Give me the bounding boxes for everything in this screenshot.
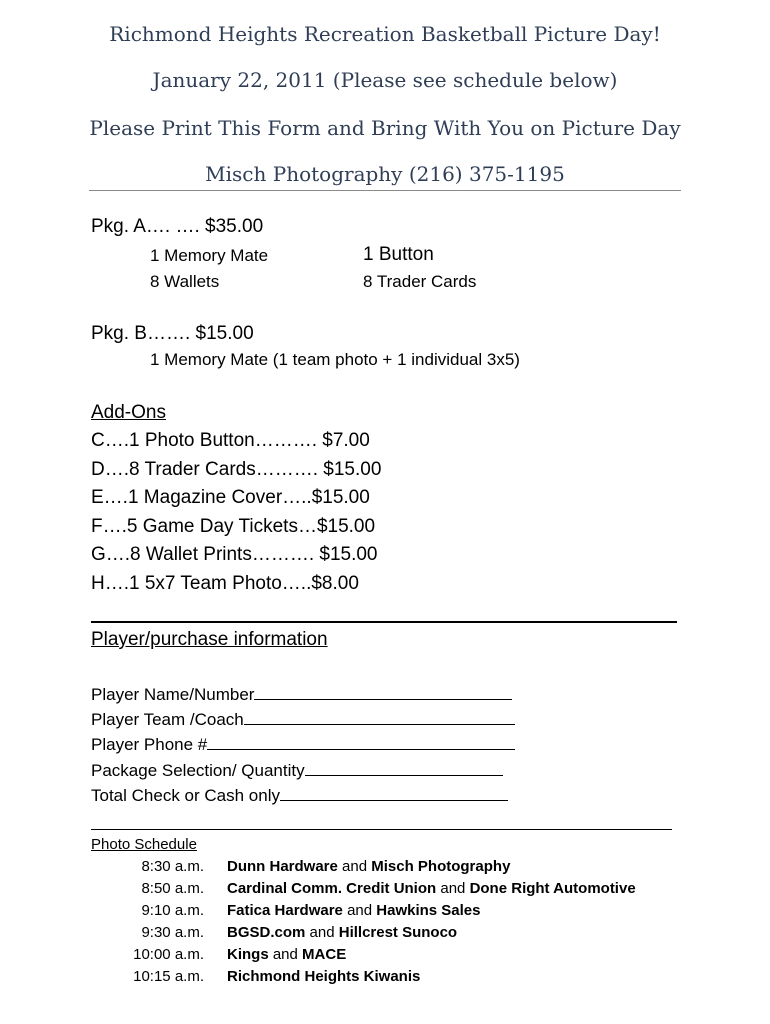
schedule-time: 10:00 a.m.: [133, 946, 204, 963]
date-line: January 22, 2011 (Please see schedule below): [152, 68, 618, 92]
player-phone-field: [91, 735, 515, 755]
addons-title: Add-Ons: [91, 402, 166, 423]
schedule-event: Kings and MACE: [227, 946, 347, 963]
schedule-time: 10:15 a.m.: [133, 968, 204, 985]
addon-item: F….5 Game Day Tickets…$15.00: [91, 516, 376, 537]
schedule-event: Cardinal Comm. Credit Union and Done Right Automotive: [227, 880, 636, 897]
field-label: Player Team /Coach: [91, 710, 244, 729]
schedule-time: 9:10 a.m.: [141, 902, 204, 919]
package-quantity-field: [91, 761, 503, 781]
schedule-title: Photo Schedule: [91, 836, 197, 853]
field-label: Player Name/Number: [91, 685, 255, 704]
payment-field: [91, 786, 508, 806]
field-label: Total Check or Cash only: [91, 786, 280, 805]
print-instruction: Please Print This Form and Bring With You on Picture Day: [89, 116, 681, 140]
schedule-event: Richmond Heights Kiwanis: [227, 968, 421, 985]
package-quantity-blank[interactable]: [305, 761, 503, 776]
studio-contact: Misch Photography (216) 375-1195: [205, 162, 565, 186]
player-team-blank[interactable]: [244, 710, 515, 725]
addons-divider: [91, 621, 677, 623]
package-a-item: 1 Button: [363, 244, 434, 265]
schedule-time: 8:50 a.m.: [141, 880, 204, 897]
field-label: Player Phone #: [91, 735, 208, 754]
player-team-field: [91, 710, 515, 730]
package-a-title: Pkg. A…. …. $35.00: [91, 216, 264, 237]
addon-item: G….8 Wallet Prints………. $15.00: [91, 544, 378, 565]
addon-item: D….8 Trader Cards………. $15.00: [91, 459, 382, 480]
schedule-event: Dunn Hardware and Misch Photography: [227, 858, 511, 875]
package-a-item: 1 Memory Mate: [150, 246, 269, 265]
player-info-title: Player/purchase information: [91, 629, 328, 650]
form-title: Richmond Heights Recreation Basketball Picture Day!: [109, 22, 661, 46]
package-b-title: Pkg. B……. $15.00: [91, 323, 254, 344]
addon-item: E….1 Magazine Cover…..$15.00: [91, 487, 370, 508]
schedule-event: Fatica Hardware and Hawkins Sales: [227, 902, 481, 919]
addon-item: H….1 5x7 Team Photo…..$8.00: [91, 573, 359, 594]
player-phone-blank[interactable]: [207, 735, 515, 750]
package-b-item: 1 Memory Mate (1 team photo + 1 individual 3x5): [150, 350, 520, 369]
field-label: Package Selection/ Quantity: [91, 761, 305, 780]
schedule-time: 8:30 a.m.: [141, 858, 204, 875]
player-name-blank[interactable]: [254, 685, 512, 700]
schedule-time: 9:30 a.m.: [141, 924, 204, 941]
package-a-item: 8 Wallets: [150, 272, 220, 291]
package-a-item: 8 Trader Cards: [363, 272, 477, 291]
header-divider: [89, 190, 681, 191]
player-name-field: [91, 685, 512, 705]
schedule-event: BGSD.com and Hillcrest Sunoco: [227, 924, 458, 941]
payment-blank[interactable]: [280, 786, 508, 801]
player-divider: [91, 829, 672, 830]
addon-item: C….1 Photo Button………. $7.00: [91, 430, 370, 451]
